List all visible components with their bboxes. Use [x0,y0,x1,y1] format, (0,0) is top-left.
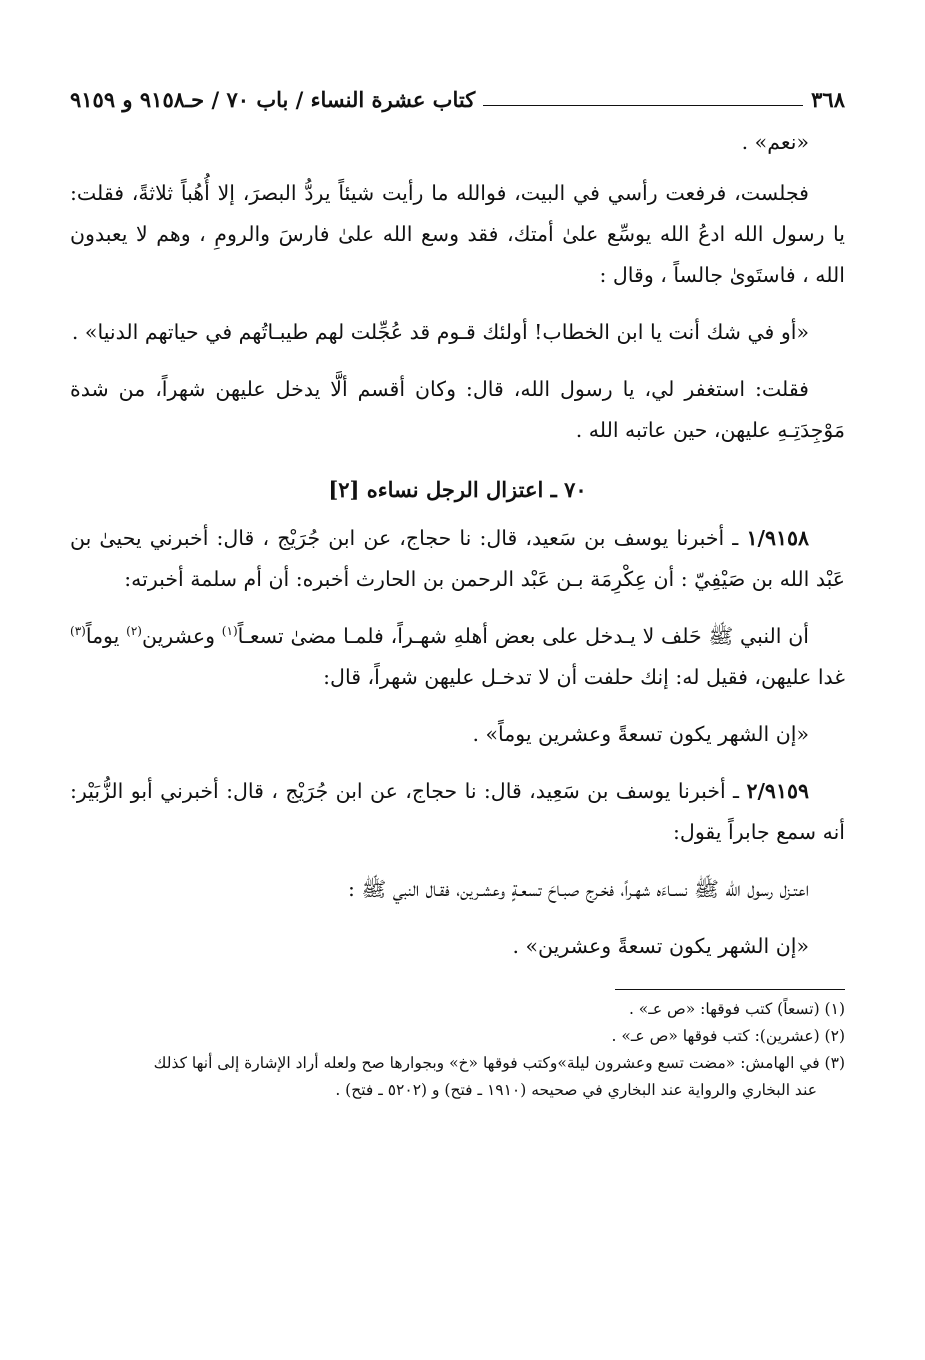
hadith-1-number: ١/٩١٥٨ [746,526,809,550]
book-page [70,78,845,1104]
hadith-2-isnad-text: ـ أخبرنا يوسف بن سَعِيد، قال: نا حجاج، عن ابن جُرَيْج ، قال: أخبرني أبو الزُّبَيْر: أنه سمع جابراً يقول: [70,779,845,844]
hadith-1-quote: «إن الشهر يكون تسعةً وعشرين يوماً» . [472,722,809,746]
paragraph-4: فقلت: استغفر لي، يا رسول الله، قال: وكان أقسم ألَّا يدخل عليهن شهراً، من شدة مَوْجِدَتِـهِ عليهن، حين عاتبه الله . [70,377,845,442]
footnote-ref-3: (٣) [70,624,86,639]
hadith-1-matn-c: يوماً [85,624,127,648]
hadith-2-isnad [70,771,845,853]
footnote-1: (١) (تسعاً) كتب فوقها: «ص عـ» . [628,1000,845,1018]
footnotes [70,996,845,1104]
paragraph-2: فجلست، فرفعت رأسي في البيت، فوالله ما رأيت شيئاً يردُّ البصرَ، إلا أُهُباً ثلاثةً، فقلت: يا رسول الله ادعُ الله يوسِّع علىٰ أمتك، فقد وسع الله علىٰ فارسَ والرومِ ، وهم لا يعبدون الله ، فاستَوىٰ جالساً ، وقال : [70,181,845,287]
paragraph-1: «نعم» . [741,130,809,154]
header-title: كتاب عشرة النساء / باب ٧٠ / حـ٩١٥٨ و ٩١٥٩ [70,87,476,112]
header-rule [483,105,803,106]
hadith-2-number: ٢/٩١٥٩ [746,779,809,803]
footnote-2: (٢) (عشرين): كتب فوقها «ص عـ» . [611,1027,845,1045]
hadith-1-isnad [70,518,845,600]
hadith-1-isnad-text: ـ أخبرنا يوسف بن سَعيد، قال: نا حجاج، عن ابن جُرَيْج ، قال: أخبرني يحيىٰ بن عَبْد الله بن صَيْفِيّ : أن عِكْرِمَة بـن عَبْد الرحمن بن الحارث أخبره: أن أم سلمة أخبرته: [70,526,845,591]
footnote-separator [615,989,845,990]
paragraph-3: «أو في شك أنت يا ابن الخطاب! أولئك قـوم قد عُجِّلت لهم طيبـاتُهم في حياتهم الدنيا» . [71,320,809,344]
footnote-ref-2: (٢) [126,624,142,639]
footnote-ref-1: (١) [221,624,238,639]
hadith-1-matn-a: أن النبي ﷺ حَلف لا يـدخل على بعض أهلهِ شهـراً، فلمـا مضىٰ تسعـاً [237,624,809,648]
hadith-2-quote: «إن الشهر يكون تسعةً وعشرين» . [512,934,809,958]
footnote-3: (٣) في الهامش: «مضت تسع وعشرون ليلة»وكتب فوقها «خ» وبجوارها صح ولعله أراد الإشارة إلى أنها كذلك [153,1054,845,1072]
hadith-1-matn-b: وعشرين [141,624,222,648]
hadith-1-matn [70,616,845,698]
hadith-1-matn-d: غدا عليهن، فقيل له: إنك حلفت أن لا تدخـل عليهن شهراً، قال: [323,665,845,689]
chapter-title: ٧٠ ـ اعتزال الرجل نساءه [٢] [328,477,587,502]
running-header [70,78,845,112]
page-number: ٣٦٨ [811,87,845,112]
hadith-2-matn: اعتـزل رسول الله ﷺ نسـاءَه شهـراً، فخـرج صبـاحَ تسعـةٍ وعشـرين، فقـال النبي ﷺ : [348,877,809,901]
footnote-3-continued: عند البخاري والرواية عند البخاري في صحيحه (١٩١٠ ـ فتح) و (٥٢٠٢ ـ فتح) . [335,1081,817,1099]
